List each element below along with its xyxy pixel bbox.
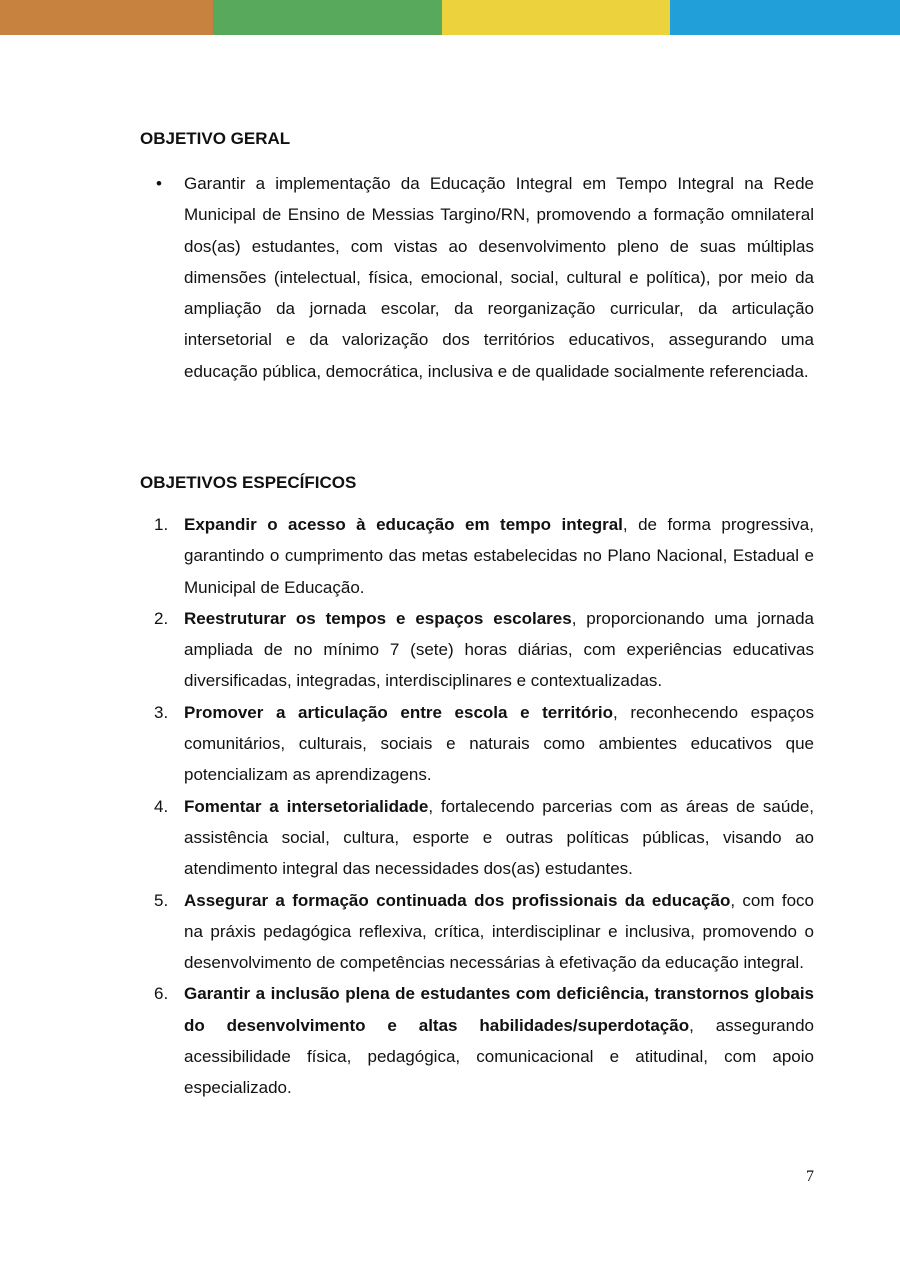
list-item (140, 603, 814, 697)
list-item (140, 791, 814, 885)
item-text: , reconhecendo espaços comunitários, culturais, sociais e naturais como ambientes educativos que potencializam as aprendizagens. (184, 702, 814, 785)
item-text: , fortalecendo parcerias com as áreas de saúde, assistência social, cultura, esporte e outras políticas públicas, visando ao atendimento integral das necessidades dos(as) estudantes. (184, 796, 814, 879)
item-bold-text: Expandir o acesso à educação em tempo integral (184, 515, 623, 534)
objetivos-especificos-heading: OBJETIVOS ESPECÍFICOS (140, 473, 357, 492)
item-number: 2. (154, 608, 169, 628)
objetivo-geral-list (140, 168, 814, 387)
objetivos-especificos-list (140, 509, 814, 1104)
page-number: 7 (806, 1168, 814, 1185)
header-bar-orange (0, 0, 213, 35)
item-number: 4. (154, 796, 169, 816)
bullet-marker: • (156, 174, 162, 193)
header-bar-blue (670, 0, 900, 35)
item-number: 6. (154, 984, 169, 1004)
header-bar-yellow (442, 0, 670, 35)
list-item (140, 168, 814, 387)
item-text: , de forma progressiva, garantindo o cumprimento das metas estabelecidas no Plano Nacional, Estadual e Municipal de Educação. (184, 515, 814, 597)
item-bold-text: Assegurar a formação continuada dos profissionais da educação (184, 890, 731, 910)
item-text: , proporcionando uma jornada ampliada de no mínimo 7 (sete) horas diárias, com experiências educativas diversificadas, integradas, interdisciplinares e contextualizadas. (184, 608, 815, 691)
objetivo-geral-heading: OBJETIVO GERAL (140, 129, 291, 148)
item-text: Garantir a implementação da Educação Integral em Tempo Integral na Rede Municipal de Ensino de Messias Targino/RN, promovendo a formação omnilateral dos(as) estudantes, com vistas ao desenvolvimento pleno de suas múltiplas dimensões (intelectual, física, emocional, social, cultural e política), por meio da ampliação da jornada escolar, da reorganização curricular, da articulação intersetorial e da valorização dos territórios educativos, assegurando uma educação pública, democrática, inclusiva e de qualidade socialmente referenciada. (184, 174, 814, 381)
list-item (140, 978, 814, 1103)
item-number: 1. (154, 515, 169, 534)
list-item (140, 885, 814, 979)
header-color-bar (0, 0, 900, 35)
item-number: 3. (154, 702, 169, 722)
item-text: , com foco na práxis pedagógica reflexiva, crítica, interdisciplinar e inclusiva, promovendo o desenvolvimento de competências necessárias à efetivação da educação integral. (184, 890, 814, 973)
item-number: 5. (154, 890, 169, 910)
item-bold-text: Fomentar a intersetorialidade (184, 796, 429, 816)
item-text: , assegurando acessibilidade física, pedagógica, comunicacional e atitudinal, com apoio especializado. (184, 1015, 814, 1098)
header-bar-green (213, 0, 442, 35)
list-item (140, 509, 814, 603)
list-item (140, 697, 814, 791)
item-bold-text: Promover a articulação entre escola e território (184, 702, 613, 722)
item-bold-text: Garantir a inclusão plena de estudantes com deficiência, transtornos globais do desenvolvimento e altas habilidades/superdotação (184, 984, 814, 1035)
item-bold-text: Reestruturar os tempos e espaços escolares (184, 608, 572, 628)
